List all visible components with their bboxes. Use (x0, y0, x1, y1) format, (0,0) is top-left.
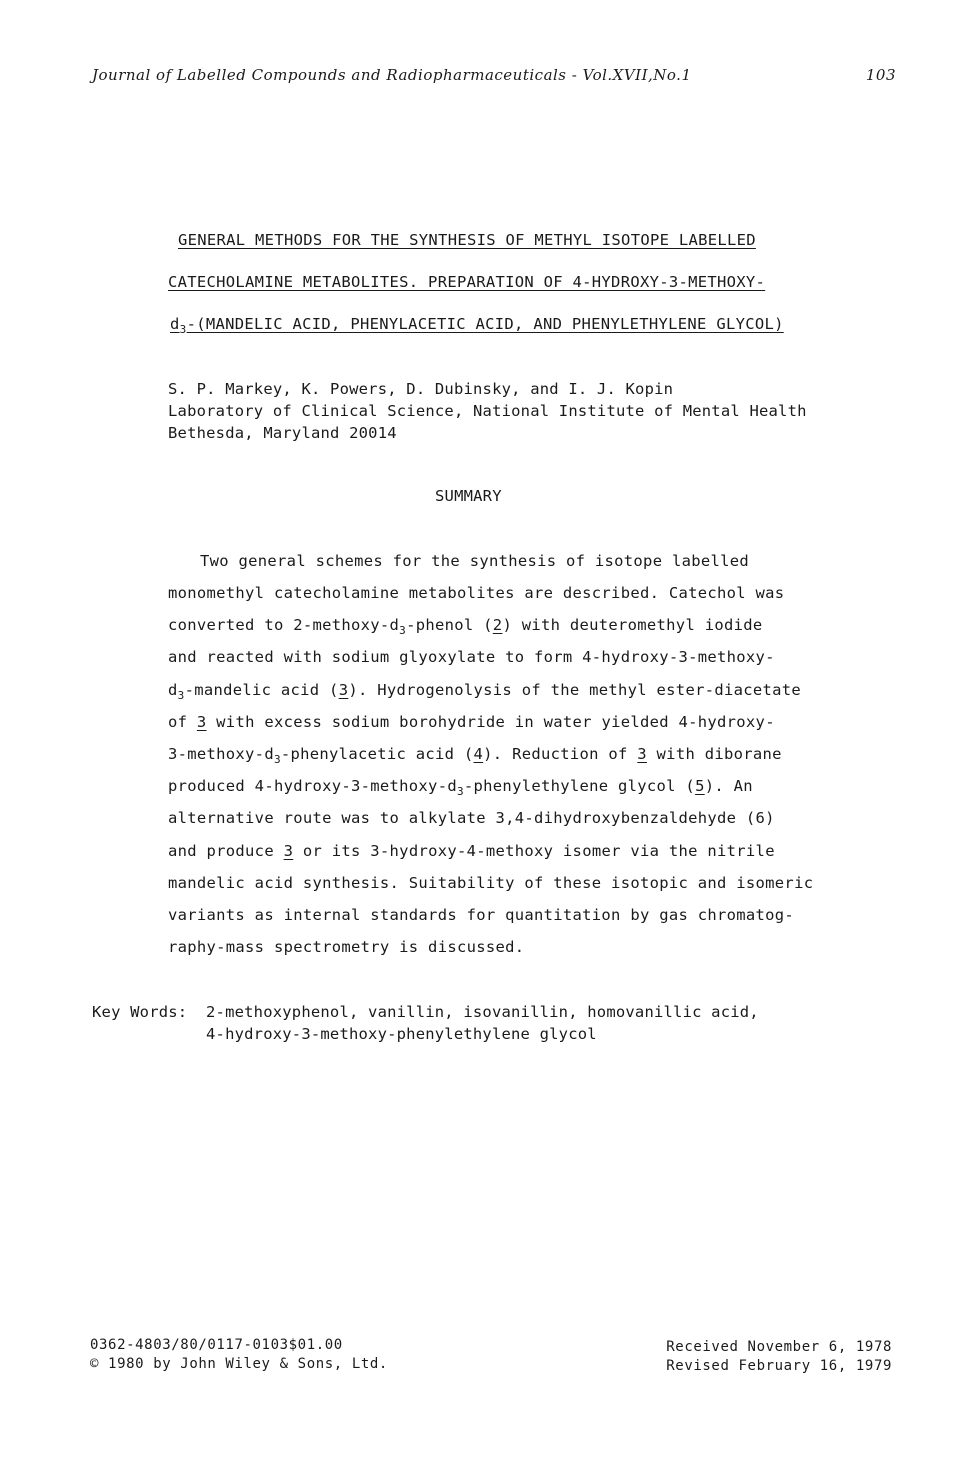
author-names: S. P. Markey, K. Powers, D. Dubinsky, and I. J. Kopin (168, 380, 674, 398)
summary-line: and reacted with sodium glyoxylate to form 4-hydroxy-3-methoxy- (168, 648, 775, 666)
summary-line: $3-methoxy-d_3$-phenylacetic acid (4). Reduction of 3 with diborane (168, 745, 782, 766)
title-line-1: GENERAL METHODS FOR THE SYNTHESIS OF METHYL ISOTOPE LABELLED (178, 231, 756, 249)
summary-line: mandelic acid synthesis. Suitability of these isotopic and isomeric (168, 874, 814, 892)
journal-header: Journal of Labelled Compounds and Radiopharmaceuticals - Vol.XVII,No.1 (92, 66, 692, 84)
summary-line: raphy-mass spectrometry is discussed. (168, 938, 525, 956)
author-location: Bethesda, Maryland 20014 (168, 424, 397, 442)
summary-line: monomethyl catecholamine metabolites are described. Catechol was (168, 584, 785, 602)
summary-line: converted to $2-methoxy-d_3$-phenol (2) with deuteromethyl iodide (168, 616, 763, 637)
summary-line: and produce 3 or its 3-hydroxy-4-methoxy isomer via the nitrile (168, 842, 775, 860)
summary-line: Two general schemes for the synthesis of isotope labelled (200, 552, 750, 570)
title-line-2: CATECHOLAMINE METABOLITES. PREPARATION OF 4-HYDROXY-3-METHOXY- (168, 273, 766, 291)
revised-date: Revised February 16, 1979 (666, 1358, 892, 1374)
keywords-line-1: 2-methoxyphenol, vanillin, isovanillin, homovanillic acid, (206, 1003, 759, 1021)
summary-line: alternative route was to alkylate 3,4-dihydroxybenzaldehyde (6) (168, 809, 775, 827)
author-affiliation: Laboratory of Clinical Science, National Institute of Mental Health (168, 402, 807, 420)
keywords-line-2: 4-hydroxy-3-methoxy-phenylethylene glycol (206, 1025, 597, 1043)
page-number: 103 (865, 66, 896, 84)
keywords-label: Key Words: (92, 1003, 188, 1021)
summary-line: produced $4-hydroxy-3-methoxy-d_3$-phenylethylene glycol (5). An (168, 777, 753, 798)
title-line-3: $d_3-(MANDELIC$ ACID, PHENYLACETIC ACID, AND PHENYLETHYLENE GLYCOL) (170, 315, 784, 336)
summary-line: of 3 with excess sodium borohydride in water yielded 4-hydroxy- (168, 713, 775, 731)
summary-line: $d_3$-mandelic acid (3). Hydrogenolysis of the methyl ester-diacetate (168, 681, 802, 702)
copyright: © 1980 by John Wiley & Sons, Ltd. (90, 1356, 388, 1372)
summary-line: variants as internal standards for quantitation by gas chromatog- (168, 906, 795, 924)
article-code: 0362-4803/80/0117-0103$01.00 (90, 1337, 343, 1353)
received-date: Received November 6, 1978 (666, 1339, 892, 1355)
summary-heading: SUMMARY (435, 487, 502, 505)
